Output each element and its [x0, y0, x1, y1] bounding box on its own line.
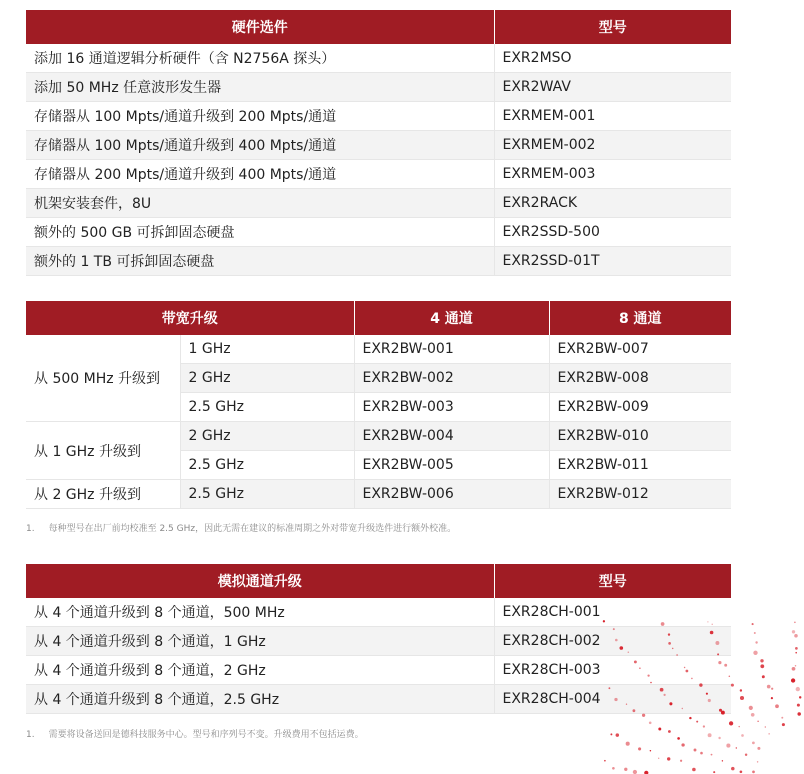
model-8ch: EXR2BW-011 — [549, 451, 731, 480]
model-number: EXRMEM-002 — [494, 131, 731, 160]
decorative-dot — [757, 721, 758, 722]
model-4ch: EXR2BW-003 — [354, 393, 549, 422]
model-4ch: EXR2BW-002 — [354, 364, 549, 393]
table-row — [26, 102, 731, 131]
decorative-dot — [668, 730, 671, 733]
model-number: EXR28CH-004 — [494, 685, 731, 714]
upgrade-description: 从 4 个通道升级到 8 个通道，2.5 GHz — [26, 685, 494, 714]
decorative-dot — [796, 687, 800, 691]
column-header: 带宽升级 — [26, 301, 354, 335]
decorative-dot — [771, 697, 773, 699]
bandwidth-upgrade-table — [26, 301, 731, 509]
footnote-text: 需要将设备送回是德科技服务中心。型号和序列号不变。升级费用不包括运费。 — [48, 730, 364, 740]
decorative-dot — [791, 678, 795, 682]
table-row — [26, 480, 731, 509]
upgrade-to-value: 2.5 GHz — [180, 480, 354, 509]
model-number: EXR28CH-001 — [494, 598, 731, 627]
upgrade-from-label: 从 2 GHz 升级到 — [26, 480, 180, 509]
option-description: 存储器从 200 Mpts/通道升级到 400 Mpts/通道 — [26, 160, 494, 189]
decorative-dot — [782, 723, 785, 726]
decorative-dot — [677, 737, 680, 740]
table-row — [26, 335, 731, 364]
option-description: 额外的 500 GB 可拆卸固态硬盘 — [26, 218, 494, 247]
decorative-dot — [760, 659, 763, 662]
decorative-dot — [749, 706, 753, 710]
decorative-dot — [731, 767, 735, 771]
table-header-row — [26, 564, 731, 598]
hardware-options-table — [26, 10, 731, 276]
decorative-dot — [713, 771, 715, 773]
table-row — [26, 131, 731, 160]
decorative-dot — [718, 737, 720, 739]
model-number: EXR2SSD-01T — [494, 247, 731, 276]
table-row — [26, 656, 731, 685]
table-row — [26, 160, 731, 189]
model-number: EXR2SSD-500 — [494, 218, 731, 247]
bandwidth-footnote — [26, 521, 456, 534]
footnote-number: 1. — [26, 730, 35, 740]
column-header: 4 通道 — [354, 301, 549, 335]
decorative-dot — [667, 757, 670, 760]
table-header-row — [26, 10, 731, 44]
table-row — [26, 685, 731, 714]
model-4ch: EXR2BW-006 — [354, 480, 549, 509]
decorative-dot — [711, 754, 713, 756]
decorative-dot — [781, 717, 783, 719]
decorative-dot — [729, 721, 733, 725]
decorative-dot — [752, 623, 754, 625]
decorative-dot — [775, 704, 779, 708]
decorative-dot — [726, 744, 730, 748]
option-description: 存储器从 100 Mpts/通道升级到 400 Mpts/通道 — [26, 131, 494, 160]
decorative-dot — [708, 733, 712, 737]
upgrade-description: 从 4 个通道升级到 8 个通道，500 MHz — [26, 598, 494, 627]
model-4ch: EXR2BW-005 — [354, 451, 549, 480]
column-header: 硬件选件 — [26, 10, 494, 44]
decorative-dot — [650, 750, 651, 751]
decorative-dot — [754, 632, 756, 634]
decorative-dot — [797, 712, 800, 715]
upgrade-to-value: 2 GHz — [180, 364, 354, 393]
decorative-dot — [794, 634, 798, 638]
upgrade-from-label: 从 1 GHz 升级到 — [26, 422, 180, 480]
table-row — [26, 44, 731, 73]
table-row — [26, 218, 731, 247]
decorative-dot — [794, 622, 796, 624]
column-header: 型号 — [494, 10, 731, 44]
table-row — [26, 73, 731, 102]
decorative-dot — [767, 685, 771, 689]
decorative-dot — [751, 713, 755, 717]
option-description: 额外的 1 TB 可拆卸固态硬盘 — [26, 247, 494, 276]
decorative-dot — [731, 684, 734, 687]
decorative-dot — [760, 664, 764, 668]
decorative-dot — [792, 630, 795, 633]
decorative-dot — [740, 689, 742, 691]
model-number: EXR28CH-002 — [494, 627, 731, 656]
decorative-dot — [738, 726, 739, 727]
decorative-dot — [753, 651, 757, 655]
decorative-dot — [741, 734, 744, 737]
analog-channel-upgrade-table — [26, 564, 731, 714]
decorative-dot — [745, 753, 747, 755]
decorative-dot — [604, 760, 606, 762]
decorative-dot — [740, 696, 744, 700]
model-4ch: EXR2BW-001 — [354, 335, 549, 364]
upgrade-to-value: 2.5 GHz — [180, 451, 354, 480]
decorative-dot — [797, 704, 800, 707]
decorative-dot — [642, 714, 645, 717]
decorative-dot — [616, 733, 619, 736]
decorative-dot — [624, 768, 627, 771]
decorative-dot — [740, 770, 743, 773]
decorative-dot — [692, 768, 696, 772]
decorative-dot — [795, 652, 797, 654]
model-8ch: EXR2BW-010 — [549, 422, 731, 451]
upgrade-to-value: 1 GHz — [180, 335, 354, 364]
decorative-dot — [771, 688, 773, 690]
decorative-dot — [703, 725, 705, 727]
decorative-dot — [696, 721, 698, 723]
decorative-dot — [689, 717, 691, 719]
decorative-dot — [799, 696, 801, 698]
table-row — [26, 247, 731, 276]
table-row — [26, 189, 731, 218]
decorative-dot — [795, 665, 797, 667]
option-description: 机架安装套件，8U — [26, 189, 494, 218]
column-header: 8 通道 — [549, 301, 731, 335]
decorative-dot — [722, 760, 723, 761]
decorative-dot — [755, 641, 757, 643]
model-number: EXRMEM-003 — [494, 160, 731, 189]
upgrade-to-value: 2.5 GHz — [180, 393, 354, 422]
model-number: EXR2RACK — [494, 189, 731, 218]
decorative-dot — [633, 770, 637, 774]
decorative-dot — [700, 752, 703, 755]
decorative-dot — [612, 767, 615, 770]
decorative-dot — [762, 675, 765, 678]
table-row — [26, 627, 731, 656]
decorative-dot — [658, 728, 661, 731]
decorative-dot — [792, 667, 796, 671]
footnote-number: 1. — [26, 524, 35, 534]
table-header-row — [26, 301, 731, 335]
decorative-dot — [752, 771, 755, 774]
model-number: EXRMEM-001 — [494, 102, 731, 131]
upgrade-description: 从 4 个通道升级到 8 个通道，2 GHz — [26, 656, 494, 685]
decorative-dot — [649, 722, 652, 725]
model-8ch: EXR2BW-008 — [549, 364, 731, 393]
table-row — [26, 598, 731, 627]
table-row — [26, 422, 731, 451]
decorative-dot — [694, 749, 697, 752]
decorative-dot — [769, 733, 770, 734]
model-number: EXR28CH-003 — [494, 656, 731, 685]
option-description: 添加 16 通道逻辑分析硬件（含 N2756A 探头） — [26, 44, 494, 73]
column-header: 型号 — [494, 564, 731, 598]
model-4ch: EXR2BW-004 — [354, 422, 549, 451]
decorative-dot — [638, 747, 641, 750]
upgrade-to-value: 2 GHz — [180, 422, 354, 451]
decorative-dot — [680, 760, 682, 762]
decorative-dot — [626, 742, 630, 746]
footnote-text: 每种型号在出厂前均校准至 2.5 GHz，因此无需在建议的标准周期之外对带宽升级选件进行额外校准。 — [48, 524, 457, 534]
column-header: 模拟通道升级 — [26, 564, 494, 598]
decorative-dot — [795, 647, 798, 650]
analog-footnote — [26, 727, 364, 740]
decorative-dot — [681, 743, 684, 746]
decorative-dot — [658, 758, 659, 759]
model-8ch: EXR2BW-007 — [549, 335, 731, 364]
model-8ch: EXR2BW-012 — [549, 480, 731, 509]
option-description: 添加 50 MHz 任意波形发生器 — [26, 73, 494, 102]
decorative-dot — [765, 726, 766, 727]
option-description: 存储器从 100 Mpts/通道升级到 200 Mpts/通道 — [26, 102, 494, 131]
model-8ch: EXR2BW-009 — [549, 393, 731, 422]
upgrade-description: 从 4 个通道升级到 8 个通道，1 GHz — [26, 627, 494, 656]
decorative-dot — [757, 761, 758, 762]
decorative-dot — [757, 747, 760, 750]
decorative-dot — [736, 747, 737, 748]
decorative-dot — [752, 742, 755, 745]
model-number: EXR2MSO — [494, 44, 731, 73]
upgrade-from-label: 从 500 MHz 升级到 — [26, 335, 180, 422]
model-number: EXR2WAV — [494, 73, 731, 102]
decorative-dot — [610, 733, 612, 735]
